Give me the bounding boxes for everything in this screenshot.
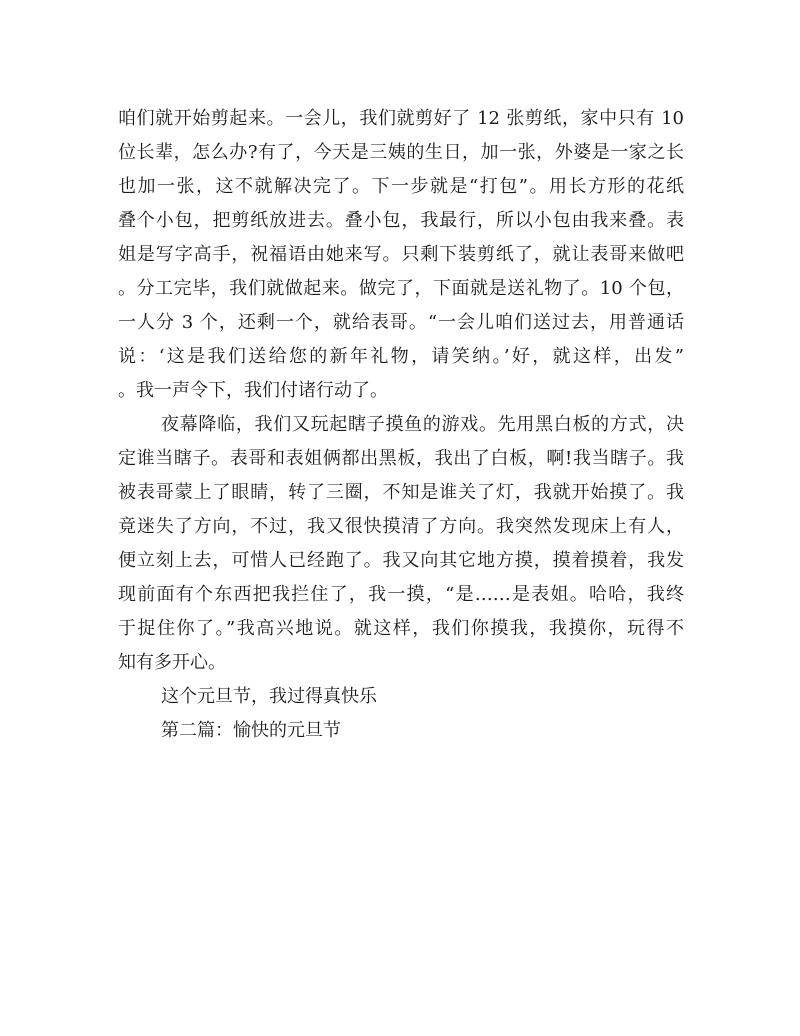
paragraph-2 xyxy=(118,408,684,680)
text-line: 也加一张，这不就解决完了。下一步就是“打包”。用长方形的花纸 xyxy=(118,176,684,197)
text-line: 现前面有个东西把我拦住了，我一摸，“是……是表姐。哈哈，我终 xyxy=(118,584,684,605)
text-line: 知有多开心。 xyxy=(118,652,226,673)
text-line: 竟迷失了方向，不过，我又很快摸清了方向。我突然发现床上有人， xyxy=(118,516,684,537)
text-line: 于捉住你了。”我高兴地说。就这样，我们你摸我，我摸你，玩得不 xyxy=(118,618,684,639)
text-line: 叠个小包，把剪纸放进去。叠小包，我最行，所以小包由我来叠。表 xyxy=(118,210,684,231)
text-line: 位长辈，怎么办?有了，今天是三姨的生日，加一张，外婆是一家之长 xyxy=(118,142,684,163)
text-line: 被表哥蒙上了眼睛，转了三圈，不知是谁关了灯，我就开始摸了。我 xyxy=(118,482,684,503)
document-body xyxy=(118,102,684,748)
text-line: 说：‘这是我们送给您的新年礼物，请笑纳。’好，就这样，出发” xyxy=(118,346,684,367)
text-line: 咱们就开始剪起来。一会儿，我们就剪好了 12 张剪纸，家中只有 10 xyxy=(118,108,684,129)
text-line: 夜幕降临，我们又玩起瞎子摸鱼的游戏。先用黑白板的方式，决 xyxy=(161,414,684,435)
text-line: 一人分 3 个，还剩一个，就给表哥。“一会儿咱们送过去，用普通话 xyxy=(118,312,684,333)
text-line: 。我一声令下，我们付诸行动了。 xyxy=(118,380,388,401)
next-article-title: 第二篇：愉快的元旦节 xyxy=(161,720,341,741)
paragraph-1 xyxy=(118,102,684,408)
text-line: 定谁当瞎子。表哥和表姐俩都出黑板，我出了白板，啊!我当瞎子。我 xyxy=(118,448,684,469)
text-line: 。分工完毕，我们就做起来。做完了，下面就是送礼物了。10 个包， xyxy=(118,278,684,299)
closing-line: 这个元旦节，我过得真快乐 xyxy=(161,686,377,707)
text-line: 姐是写字高手，祝福语由她来写。只剩下装剪纸了，就让表哥来做吧 xyxy=(118,244,684,265)
text-line: 便立刻上去，可惜人已经跑了。我又向其它地方摸，摸着摸着，我发 xyxy=(118,550,684,571)
